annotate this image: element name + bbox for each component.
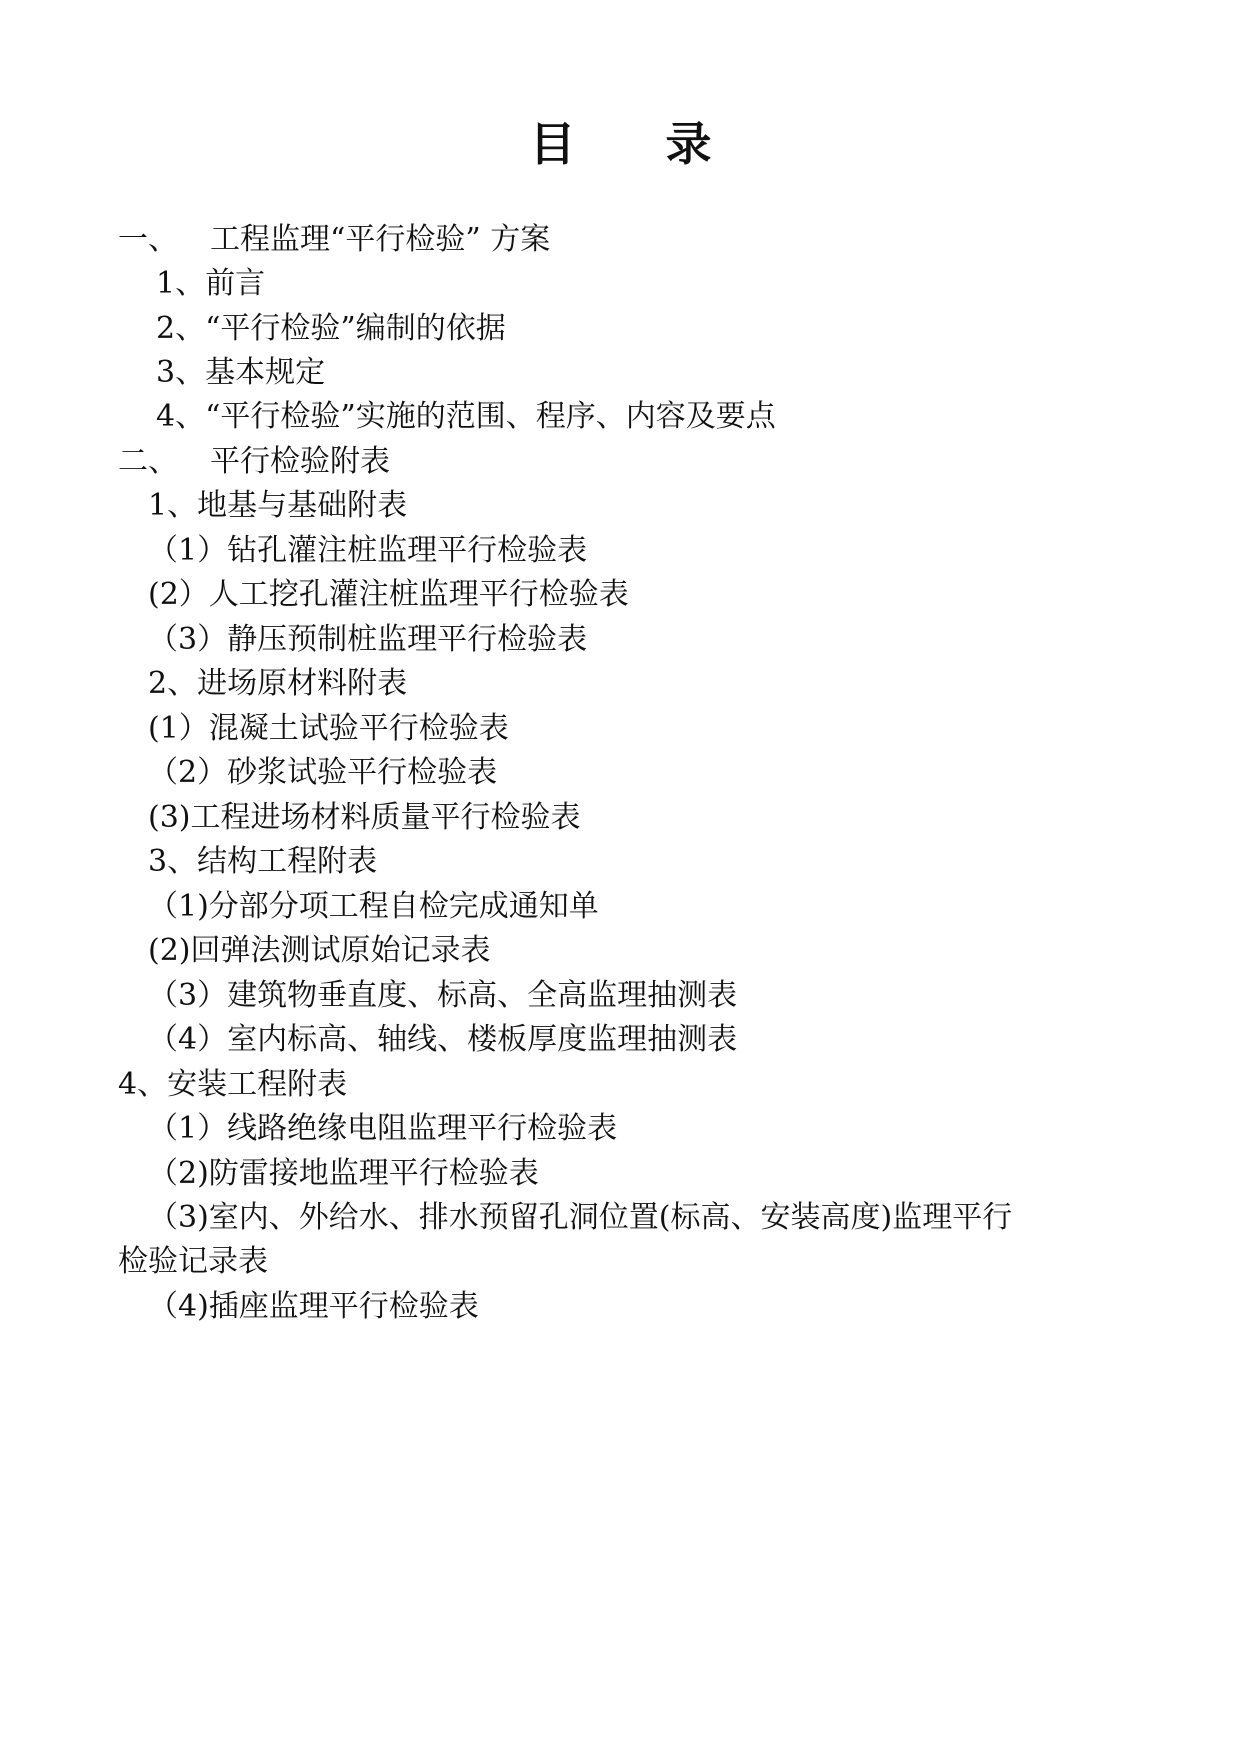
toc-item: （4)插座监理平行检验表 <box>148 1289 479 1324</box>
page-title <box>0 108 1241 174</box>
toc-item: （3）静压预制桩监理平行检验表 <box>148 622 588 657</box>
toc-item: （3)室内、外给水、排水预留孔洞位置(标高、安装高度)监理平行 <box>148 1200 1013 1235</box>
toc-item: （1）线路绝缘电阻监理平行检验表 <box>148 1111 618 1146</box>
toc-item: 3、基本规定 <box>156 355 326 390</box>
toc-section-number: 二、 <box>118 444 178 479</box>
toc-item: (2）人工挖孔灌注桩监理平行检验表 <box>148 577 629 612</box>
toc-item: （1）钻孔灌注桩监理平行检验表 <box>148 533 588 568</box>
toc-item: 1、地基与基础附表 <box>148 488 408 523</box>
toc-item: （2)防雷接地监理平行检验表 <box>148 1156 539 1191</box>
toc-item: 2、进场原材料附表 <box>148 666 408 701</box>
toc-item: （2）砂浆试验平行检验表 <box>148 755 498 790</box>
toc-section-number: 一、 <box>118 222 178 257</box>
toc-item: (3)工程进场材料质量平行检验表 <box>148 800 581 835</box>
toc-item: (1）混凝土试验平行检验表 <box>148 711 509 746</box>
toc-section-2 <box>118 442 390 482</box>
toc-item: 4、“平行检验”实施的范围、程序、内容及要点 <box>156 399 776 434</box>
toc-item: 检验记录表 <box>118 1244 268 1279</box>
toc-item: （1)分部分项工程自检完成通知单 <box>148 889 599 924</box>
toc-item: 2、“平行检验”编制的依据 <box>156 311 506 346</box>
toc-section-title: 平行检验附表 <box>210 444 390 479</box>
toc-item: （3）建筑物垂直度、标高、全高监理抽测表 <box>148 978 738 1013</box>
toc-item: （4）室内标高、轴线、楼板厚度监理抽测表 <box>148 1022 738 1057</box>
toc-item: 4、安装工程附表 <box>118 1067 348 1102</box>
toc-section-title: 工程监理“平行检验” 方案 <box>210 222 551 257</box>
toc-item: 1、前言 <box>156 266 266 301</box>
title-char-1: 目 <box>529 117 576 171</box>
title-char-2: 录 <box>665 117 712 171</box>
toc-item: 3、结构工程附表 <box>148 844 378 879</box>
toc-item: (2)回弹法测试原始记录表 <box>148 933 491 968</box>
toc-section-1 <box>118 220 550 260</box>
